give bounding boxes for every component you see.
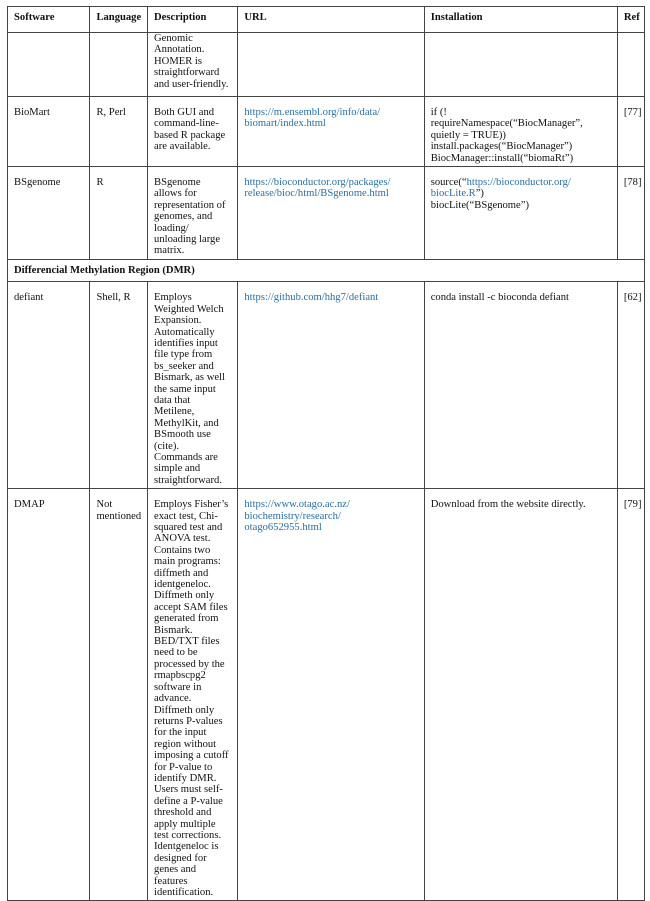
table-row [8,282,645,489]
cell-language: R [90,167,148,260]
header-language: Language [90,7,148,33]
table-row [8,33,645,97]
cell-software: BSgenome [8,167,90,260]
cell-description: Both GUI and command-line- based R package are available. [148,97,238,167]
cell-installation: conda install -c bioconda defiant [424,282,617,489]
cell-software: BioMart [8,97,90,167]
cell-installation: if (! requireNamespace(“BiocManager”, quietly = TRUE)) install.packages(“BiocManager”) BiocManager::install(“biomaRt”) [424,97,617,167]
url-link[interactable]: https://m.ensembl.org/info/data/ biomart/index.html [244,107,381,130]
cell-url [238,167,424,260]
cell-description: BSgenome allows for representation of genomes, and loading/ unloading large matrix. [148,167,238,260]
cell-url [238,97,424,167]
cell-software: DMAP [8,489,90,901]
url-link[interactable]: https://www.otago.ac.nz/ biochemistry/research/ otago652955.html [244,499,350,533]
cell-ref: [62] [617,282,644,489]
cell-language: Not mentioned [90,489,148,901]
cell-software: defiant [8,282,90,489]
header-description: Description [148,7,238,33]
cell-language [90,33,148,97]
table-row [8,97,645,167]
cell-ref [617,33,644,97]
cell-software [8,33,90,97]
cell-url [238,282,424,489]
cell-language: R, Perl [90,97,148,167]
table-row [8,489,645,901]
install-line: biocLite(“BSgenome”) [430,199,529,211]
header-url: URL [238,7,424,33]
cell-language: Shell, R [90,282,148,489]
cell-description: Employs Weighted Welch Expansion. Automatically identifies input file type from bs_seeker and Bismark, as well the same input data that Metilene, MethylKit, and BSmooth use (cite). Commands are simple and straightforward. [148,282,238,489]
software-table [7,6,645,901]
table-row [8,167,645,260]
header-ref: Ref [617,7,644,33]
install-url-link[interactable]: https://bioconductor.org/ biocLite.R [430,177,571,200]
table-header-row [8,7,645,33]
url-link[interactable]: https://bioconductor.org/packages/ release/bioc/html/BSgenome.html [244,177,391,200]
cell-installation [424,167,617,260]
cell-installation [424,33,617,97]
cell-url [238,33,424,97]
section-title: Differencial Methylation Region (DMR) [8,259,645,281]
cell-description: Employs Fisher’s exact test, Chi- squared test and ANOVA test. Contains two main programs: diffmeth and identgeneloc. Diffmeth only accept SAM files generated from Bismark. BED/TXT files need to be processed by the rmapbscpg2 software in advance. Diffmeth only returns P-values for the input region without imposing a cutoff for P-value to identify DMR. Users must self- define a P-value threshold and apply multiple test corrections. Identgeneloc is designed for genes and features identification. [148,489,238,901]
install-line: source(“ [430,177,467,189]
header-software: Software [8,7,90,33]
cell-ref: [79] [617,489,644,901]
cell-url [238,489,424,901]
cell-ref: [78] [617,167,644,260]
url-link[interactable]: https://github.com/hhg7/defiant [244,292,379,304]
cell-ref: [77] [617,97,644,167]
cell-description: Genomic Annotation. HOMER is straightforward and user-friendly. [148,33,238,97]
install-line: ”) [475,188,484,200]
section-row [8,259,645,281]
cell-installation: Download from the website directly. [424,489,617,901]
header-installation: Installation [424,7,617,33]
